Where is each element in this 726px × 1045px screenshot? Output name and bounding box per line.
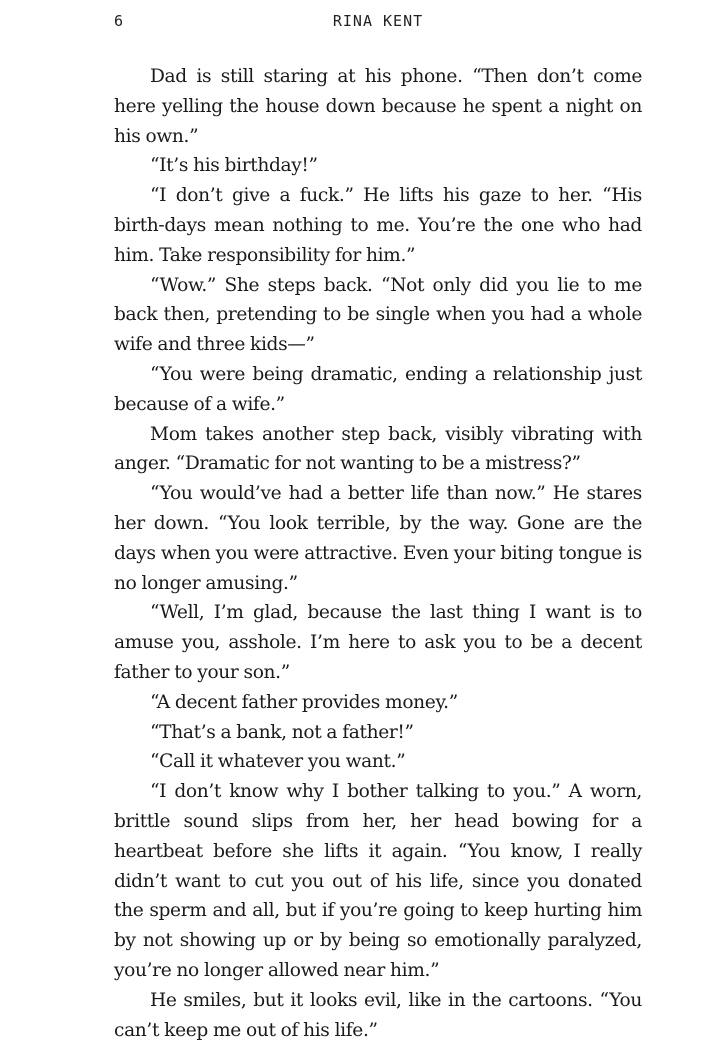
paragraph: “You were being dramatic, ending a relationship just because of a wife.” [114,363,642,415]
paragraph: He smiles, but it looks evil, like in the cartoons. “You can’t keep me out of his life.” [114,989,642,1041]
paragraph: “I don’t know why I bother talking to you.” A worn, brittle sound slips from her, her head bowing for a heartbeat before she lifts it again. “You know, I really didn’t want to cut you out of his life, since you donated the sperm and all, but if you’re going to keep hurting him by not showing up or by being so emotionally paralyzed, you’re no longer allowed near him.” [114,781,642,981]
paragraph: “Well, I’m glad, because the last thing I want is to amuse you, asshole. I’m here to ask you to be a decent father to your son.” [114,602,642,683]
running-head [114,12,642,36]
paragraph: “I don’t give a fuck.” He lifts his gaze to her. “His birth-days mean nothing to me. You’re the one who had him. Take responsibility for him.” [114,185,642,266]
paragraph: “A decent father provides money.” [150,691,458,713]
paragraph: Mom takes another step back, visibly vibrating with anger. “Dramatic for not wanting to be a mistress?” [114,423,642,475]
paragraph: “It’s his birthday!” [150,155,318,177]
paragraph: “That’s a bank, not a father!” [150,721,414,743]
body-text [114,62,642,1045]
paragraph: “Call it whatever you want.” [150,751,406,773]
running-title-author: RINA KENT [332,12,424,30]
paragraph: Dad is still staring at his phone. “Then don’t come here yelling the house down because he spent a night on his own.” [114,66,642,147]
page-number: 6 [114,12,124,30]
paragraph: “Wow.” She steps back. “Not only did you lie to me back then, pretending to be single when you had a whole wife and three kids—” [114,274,642,356]
paragraph: “You would’ve had a better life than now.” He stares her down. “You look terrible, by the way. Gone are the days when you were attractive. Even your biting tongue is no longer amusing.” [114,483,642,594]
